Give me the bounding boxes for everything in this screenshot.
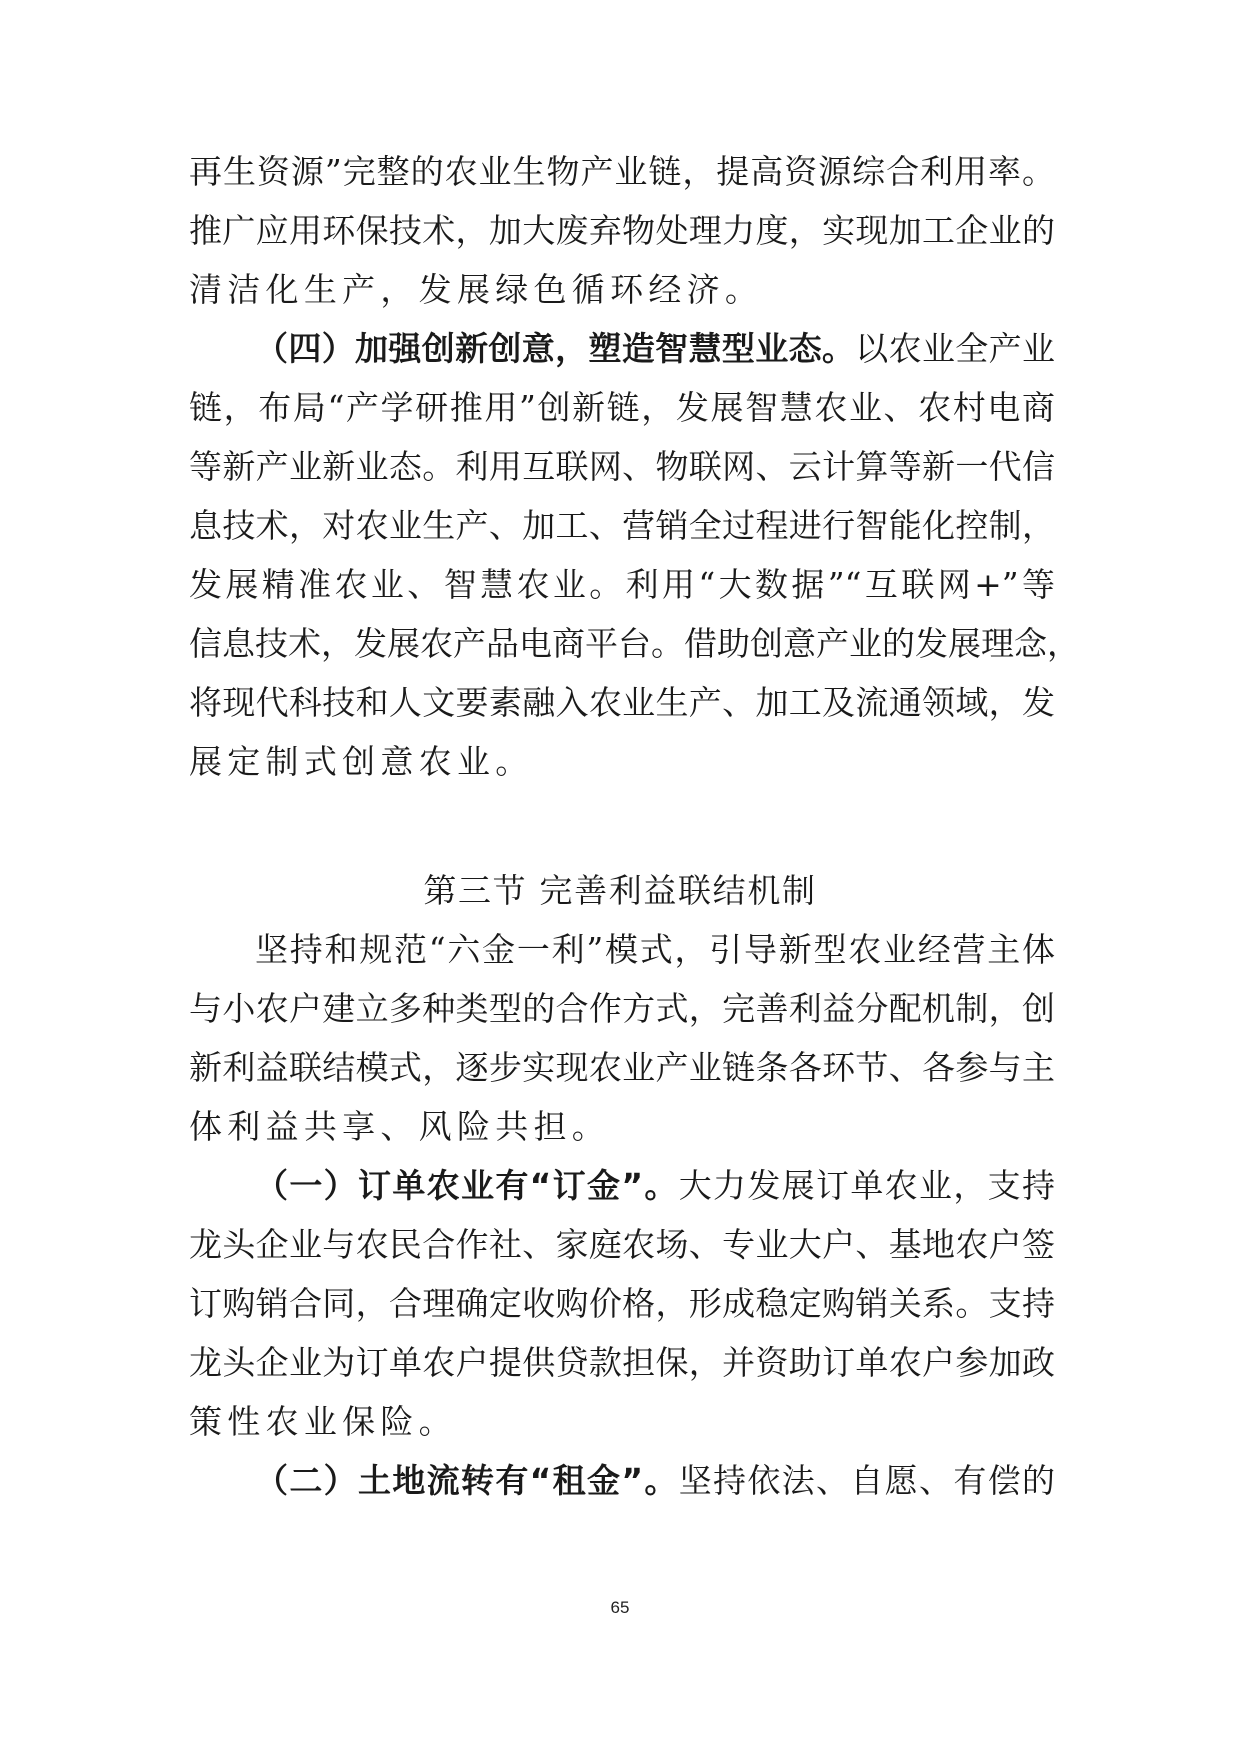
- text-line: 将现代科技和人文要素融入农业生产、加工及流通领域，发: [189, 683, 1055, 722]
- text-line: 坚持和规范“六金一利”模式，引导新型农业经营主体: [255, 930, 1055, 969]
- paragraph-text: 坚持依法、自愿、有偿的: [678, 1461, 1055, 1500]
- paragraph-heading: （二）土地流转有“租金”。: [255, 1461, 679, 1500]
- paragraph-first-line: [255, 1449, 1055, 1513]
- text-line: 信息技术，发展农产品电商平台。借助创意产业的发展理念，: [189, 624, 1080, 663]
- page-number: 65: [610, 1598, 630, 1617]
- text-line: 新利益联结模式，逐步实现农业产业链条各环节、各参与主: [189, 1048, 1055, 1087]
- paragraph-first-line: [255, 317, 1055, 381]
- text-line: 发展精准农业、智慧农业。利用“大数据”“互联网+”等: [189, 565, 1055, 604]
- text-line: 推广应用环保技术，加大废弃物处理力度，实现加工企业的: [189, 211, 1055, 250]
- section-title: 第三节 完善利益联结机制: [423, 871, 817, 910]
- text-line: 链，布局“产学研推用”创新链，发展智慧农业、农村电商: [189, 388, 1055, 427]
- paragraph-text: 大力发展订单农业，支持: [678, 1166, 1055, 1205]
- text-line: 清洁化生产，发展绿色循环经济。: [189, 270, 764, 309]
- text-line: 再生资源”完整的农业生物产业链，提高资源综合利用率。: [189, 152, 1055, 191]
- text-line: 息技术，对农业生产、加工、营销全过程进行智能化控制，: [189, 506, 1055, 545]
- text-line: 体利益共享、风险共担。: [189, 1107, 611, 1146]
- paragraph-heading: （一）订单农业有“订金”。: [255, 1166, 679, 1205]
- text-line: 龙头企业与农民合作社、家庭农场、专业大户、基地农户签: [189, 1225, 1055, 1264]
- paragraph-text: 以农业全产业: [855, 329, 1056, 368]
- text-line: 与小农户建立多种类型的合作方式，完善利益分配机制，创: [189, 989, 1055, 1028]
- text-line: 展定制式创意农业。: [189, 742, 534, 781]
- text-line: 龙头企业为订单农户提供贷款担保，并资助订单农户参加政: [189, 1343, 1055, 1382]
- text-line: 等新产业新业态。利用互联网、物联网、云计算等新一代信: [189, 447, 1055, 486]
- paragraph-heading: （四）加强创新创意，塑造智慧型业态。: [255, 329, 856, 368]
- text-line: 订购销合同，合理确定收购价格，形成稳定购销关系。支持: [189, 1284, 1055, 1323]
- paragraph-first-line: [255, 1154, 1055, 1218]
- text-line: 策性农业保险。: [189, 1402, 457, 1441]
